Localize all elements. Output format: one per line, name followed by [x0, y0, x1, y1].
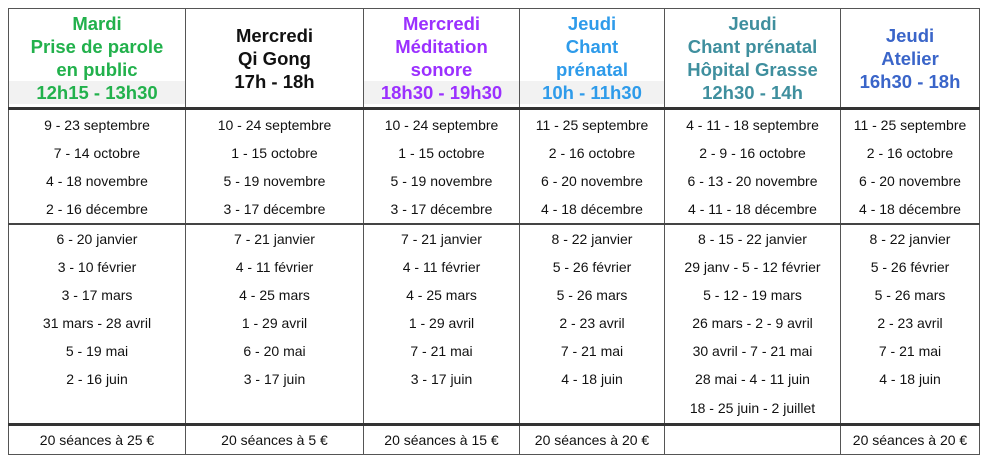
date-cell: 4 - 18 novembre	[9, 167, 186, 195]
date-cell: 4 - 11 - 18 décembre	[665, 195, 841, 224]
date-cell: 5 - 26 février	[520, 253, 665, 281]
column-title-line: Chant prénatal	[687, 36, 818, 57]
date-cell: 10 - 24 septembre	[186, 109, 364, 140]
date-cell: 31 mars - 28 avril	[9, 309, 186, 337]
session-time: 17h - 18h	[234, 70, 315, 92]
price-cell	[665, 425, 841, 455]
date-cell	[186, 393, 364, 425]
table-row	[9, 195, 980, 224]
date-cell: 3 - 10 février	[9, 253, 186, 281]
date-cell: 4 - 11 février	[364, 253, 520, 281]
column-header	[364, 9, 520, 109]
column-title-line: Mercredi	[402, 13, 481, 34]
date-cell: 26 mars - 2 - 9 avril	[665, 309, 841, 337]
date-cell: 2 - 9 - 16 octobre	[665, 139, 841, 167]
price-row	[9, 425, 980, 455]
table-row	[9, 224, 980, 253]
column-title-line: Jeudi	[567, 13, 617, 34]
column-title-line: Méditation	[395, 36, 488, 57]
column-title-line: Mardi	[72, 13, 122, 34]
date-cell: 4 - 25 mars	[186, 281, 364, 309]
date-cell: 3 - 17 juin	[364, 365, 520, 393]
price-cell: 20 séances à 20 €	[520, 425, 665, 455]
table-row	[9, 309, 980, 337]
date-cell: 5 - 19 mai	[9, 337, 186, 365]
column-title-line: Qi Gong	[238, 47, 311, 69]
date-cell: 4 - 11 - 18 septembre	[665, 109, 841, 140]
date-cell: 3 - 17 décembre	[364, 195, 520, 224]
header-row	[9, 9, 980, 109]
date-cell: 7 - 21 mai	[841, 337, 980, 365]
session-time: 16h30 - 18h	[859, 70, 961, 92]
date-cell: 2 - 23 avril	[520, 309, 665, 337]
price-cell: 20 séances à 20 €	[841, 425, 980, 455]
date-cell: 7 - 21 janvier	[186, 224, 364, 253]
column-title-line: sonore	[410, 59, 473, 80]
date-cell: 7 - 21 mai	[364, 337, 520, 365]
date-cell: 2 - 23 avril	[841, 309, 980, 337]
date-cell: 2 - 16 décembre	[9, 195, 186, 224]
date-cell: 11 - 25 septembre	[841, 109, 980, 140]
date-cell: 2 - 16 octobre	[841, 139, 980, 167]
date-cell	[364, 393, 520, 425]
column-title-line: Prise de parole	[30, 36, 164, 57]
date-cell: 6 - 20 novembre	[841, 167, 980, 195]
price-cell: 20 séances à 15 €	[364, 425, 520, 455]
date-cell: 10 - 24 septembre	[364, 109, 520, 140]
date-cell: 4 - 11 février	[186, 253, 364, 281]
schedule-table	[8, 8, 980, 455]
date-cell: 7 - 21 mai	[520, 337, 665, 365]
date-cell: 4 - 18 décembre	[841, 195, 980, 224]
table-row	[9, 393, 980, 425]
date-cell: 11 - 25 septembre	[520, 109, 665, 140]
session-time: 10h - 11h30	[520, 81, 664, 104]
column-title-line: prénatal	[556, 59, 628, 80]
date-cell: 28 mai - 4 - 11 juin	[665, 365, 841, 393]
date-cell: 1 - 15 octobre	[186, 139, 364, 167]
column-title-line: Chant	[565, 36, 619, 57]
date-cell: 29 janv - 5 - 12 février	[665, 253, 841, 281]
column-title-line: Jeudi	[885, 24, 935, 46]
date-cell: 2 - 16 octobre	[520, 139, 665, 167]
date-cell: 5 - 26 mars	[520, 281, 665, 309]
date-cell: 3 - 17 juin	[186, 365, 364, 393]
schedule-body	[9, 109, 980, 425]
date-cell: 1 - 29 avril	[186, 309, 364, 337]
table-row	[9, 337, 980, 365]
date-cell: 3 - 17 mars	[9, 281, 186, 309]
date-cell: 5 - 12 - 19 mars	[665, 281, 841, 309]
date-cell	[9, 393, 186, 425]
date-cell: 3 - 17 décembre	[186, 195, 364, 224]
column-title-line: Atelier	[881, 47, 939, 69]
date-cell: 6 - 20 mai	[186, 337, 364, 365]
column-title-line: en public	[56, 59, 138, 80]
price-cell: 20 séances à 25 €	[9, 425, 186, 455]
column-header	[665, 9, 841, 109]
date-cell: 6 - 13 - 20 novembre	[665, 167, 841, 195]
date-cell: 18 - 25 juin - 2 juillet	[665, 393, 841, 425]
date-cell: 6 - 20 novembre	[520, 167, 665, 195]
table-row	[9, 167, 980, 195]
date-cell: 7 - 21 janvier	[364, 224, 520, 253]
column-header	[9, 9, 186, 109]
session-time: 12h15 - 13h30	[9, 81, 185, 104]
price-cell: 20 séances à 5 €	[186, 425, 364, 455]
date-cell: 4 - 18 juin	[841, 365, 980, 393]
date-cell	[841, 393, 980, 425]
column-header	[841, 9, 980, 109]
date-cell: 7 - 14 octobre	[9, 139, 186, 167]
date-cell: 1 - 29 avril	[364, 309, 520, 337]
table-row	[9, 139, 980, 167]
date-cell: 5 - 19 novembre	[186, 167, 364, 195]
table-row	[9, 365, 980, 393]
date-cell: 2 - 16 juin	[9, 365, 186, 393]
date-cell: 5 - 26 février	[841, 253, 980, 281]
column-title-line: Mercredi	[235, 24, 314, 46]
date-cell: 8 - 22 janvier	[841, 224, 980, 253]
date-cell: 9 - 23 septembre	[9, 109, 186, 140]
session-time: 12h30 - 14h	[702, 82, 803, 103]
date-cell: 4 - 18 juin	[520, 365, 665, 393]
date-cell: 8 - 22 janvier	[520, 224, 665, 253]
column-title-line: Hôpital Grasse	[687, 59, 818, 80]
date-cell: 8 - 15 - 22 janvier	[665, 224, 841, 253]
date-cell: 4 - 25 mars	[364, 281, 520, 309]
table-row	[9, 109, 980, 140]
date-cell: 5 - 19 novembre	[364, 167, 520, 195]
session-time: 18h30 - 19h30	[364, 81, 519, 104]
date-cell: 4 - 18 décembre	[520, 195, 665, 224]
column-title-line: Jeudi	[728, 13, 777, 34]
table-row	[9, 281, 980, 309]
date-cell: 30 avril - 7 - 21 mai	[665, 337, 841, 365]
table-row	[9, 253, 980, 281]
column-header	[186, 9, 364, 109]
date-cell	[520, 393, 665, 425]
date-cell: 5 - 26 mars	[841, 281, 980, 309]
date-cell: 6 - 20 janvier	[9, 224, 186, 253]
column-header	[520, 9, 665, 109]
date-cell: 1 - 15 octobre	[364, 139, 520, 167]
